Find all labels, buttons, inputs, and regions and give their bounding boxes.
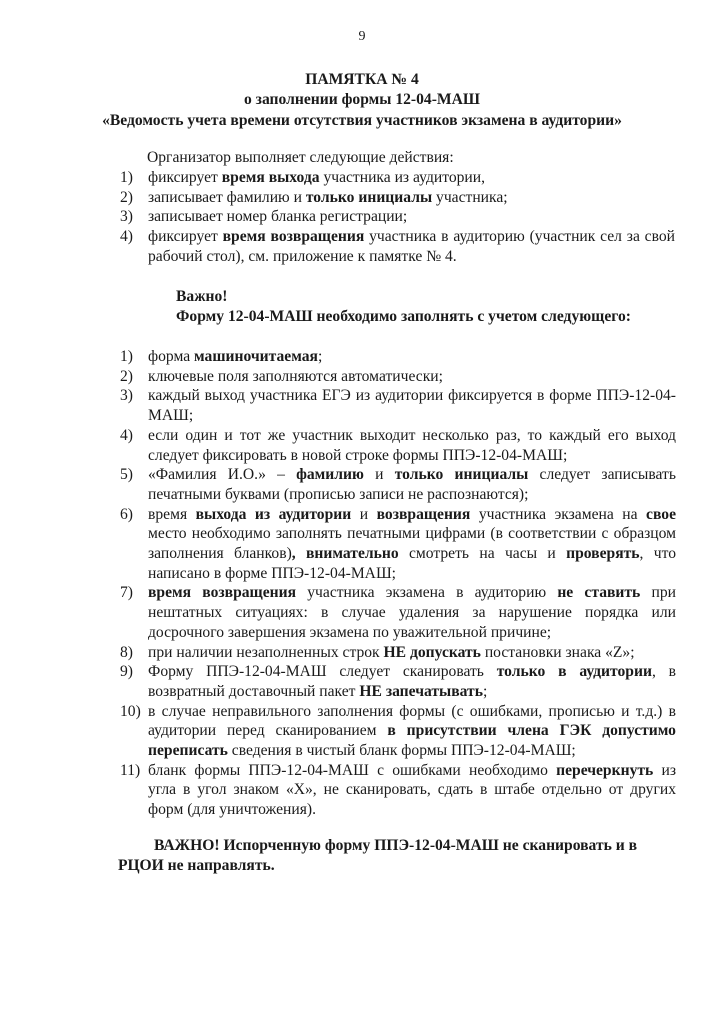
text: в случае неправильного заполнения формы (с ошибками, прописью и т.д.) в аудитории перед сканированием — [148, 702, 676, 740]
text: , что написано в форме ППЭ-12-04-МАШ; — [148, 545, 677, 582]
important-subheading: Форму 12-04-МАШ необходимо заполнять с учетом следующего: — [176, 308, 631, 325]
bold-text: НЕ запечатывать — [359, 682, 483, 700]
text: и — [351, 505, 377, 523]
list-number: 6) — [120, 505, 133, 523]
list-number: 2) — [120, 188, 133, 206]
rule-item — [120, 386, 676, 425]
bold-text: машиночитаемая — [194, 348, 318, 365]
bold-text: НЕ допускать — [383, 643, 481, 661]
text: участника экзамена на — [470, 505, 647, 523]
text: следует записывать печатными буквами (прописью записи не распознаются); — [148, 466, 676, 503]
action-item — [120, 168, 675, 188]
list-number: 1) — [120, 169, 133, 186]
list-number: 5) — [120, 466, 133, 484]
text: сведения в чистый бланк формы ППЭ-12-04-МАШ; — [227, 742, 576, 760]
text: «Фамилия И.О.» – — [148, 466, 297, 484]
rule-item — [120, 662, 676, 701]
list-number: 3) — [120, 208, 133, 226]
text: участника из аудитории, — [319, 169, 486, 186]
page-number: 9 — [358, 29, 366, 44]
text: место необходимо заполнять печатными цифрами (в соответствии с образцом заполнения бланков) — [148, 525, 676, 563]
text: при нештатных ситуациях: в случае удаления за нарушение порядка или досрочного завершения экзамена по уважительной причине; — [148, 584, 677, 641]
bold-text: время выхода — [221, 169, 320, 186]
text: постановки знака «Z»; — [480, 643, 635, 661]
action-item — [120, 207, 675, 227]
text: смотреть на часы и — [398, 545, 567, 563]
list-number: 4) — [120, 228, 133, 246]
memo-subtitle: о заполнении формы 12-04-МАШ — [243, 91, 481, 108]
important-heading: Важно! — [176, 288, 228, 305]
text: если один и тот же участник выходит несколько раз, то каждый его выход следует фиксировать в новой строке формы ППЭ-12-04-МАШ; — [148, 426, 676, 464]
form-name: «Ведомость учета времени отсутствия участников экзамена в аудитории» — [102, 112, 622, 129]
rule-item — [120, 505, 676, 584]
rule-item — [120, 702, 676, 761]
actions-list — [120, 168, 675, 267]
text: из угла в угол знаком «X», не сканировать, сдать в штабе отдельно от других форм (для уничтожения). — [148, 761, 677, 819]
text: , в возвратный доставочный пакет — [148, 663, 676, 700]
action-item — [120, 188, 675, 208]
bold-text: только инициалы — [394, 466, 529, 484]
bold-text: фамилию — [296, 466, 364, 484]
text: при наличии незаполненных строк — [148, 643, 384, 661]
rule-item — [120, 761, 676, 820]
rule-item — [120, 367, 676, 387]
text: Форму ППЭ-12-04-МАШ следует сканировать — [148, 663, 497, 681]
text: записывает номер бланка регистрации; — [148, 208, 408, 226]
rule-item — [120, 465, 676, 504]
list-number: 4) — [120, 426, 133, 444]
text: фиксирует — [148, 228, 223, 246]
text: записывает фамилию и — [148, 188, 306, 206]
text: каждый выход участника ЕГЭ из аудитории фиксируется в форме ППЭ-12-04-МАШ; — [148, 387, 676, 425]
memo-title: ПАМЯТКА № 4 — [305, 71, 419, 88]
list-number: 9) — [120, 663, 133, 681]
bold-text: свое — [646, 505, 676, 523]
text: фиксирует — [148, 169, 222, 186]
rule-item — [120, 426, 676, 465]
list-number: 11) — [120, 761, 141, 779]
rule-item — [120, 347, 676, 367]
text: ; — [482, 682, 488, 700]
text: форма — [148, 348, 195, 365]
bold-text: время возвращения — [222, 228, 365, 246]
list-number: 3) — [120, 387, 133, 405]
bold-text: только в аудитории — [496, 663, 652, 681]
intro-text: Организатор выполняет следующие действия: — [147, 149, 454, 166]
text: участника в аудиторию (участник сел за свой рабочий стол), см. приложение к памятке № 4. — [148, 228, 675, 265]
rule-item — [120, 643, 676, 663]
bold-text: , внимательно — [291, 545, 399, 563]
text: бланк формы ППЭ-12-04-МАШ с ошибками необходимо — [148, 761, 557, 779]
text: участника; — [432, 188, 508, 206]
text: ; — [317, 348, 323, 365]
text: время — [148, 505, 196, 523]
list-number: 1) — [120, 348, 133, 365]
bold-text: не ставить — [557, 584, 641, 602]
list-number: 7) — [120, 584, 133, 602]
bold-text: возвращения — [376, 505, 471, 523]
action-item — [120, 227, 675, 266]
text: участника экзамена в аудиторию — [296, 584, 558, 602]
final-note: ВАЖНО! Испорченную форму ППЭ-12-04-МАШ не сканировать и в РЦОИ не направлять. — [118, 837, 638, 874]
bold-text: в присутствии члена ГЭК допустимо переписать — [148, 722, 676, 760]
text: и — [363, 466, 395, 484]
bold-text: проверять — [566, 545, 640, 563]
list-number: 10) — [120, 702, 141, 720]
bold-text: выхода из аудитории — [195, 505, 352, 523]
rules-list — [120, 347, 676, 820]
rule-item — [120, 583, 676, 642]
text: ключевые поля заполняются автоматически; — [148, 367, 443, 385]
bold-text: только инициалы — [305, 188, 433, 206]
list-number: 2) — [120, 367, 133, 385]
bold-text: перечеркнуть — [556, 761, 654, 779]
bold-text: время возвращения — [148, 584, 297, 602]
list-number: 8) — [120, 643, 133, 661]
